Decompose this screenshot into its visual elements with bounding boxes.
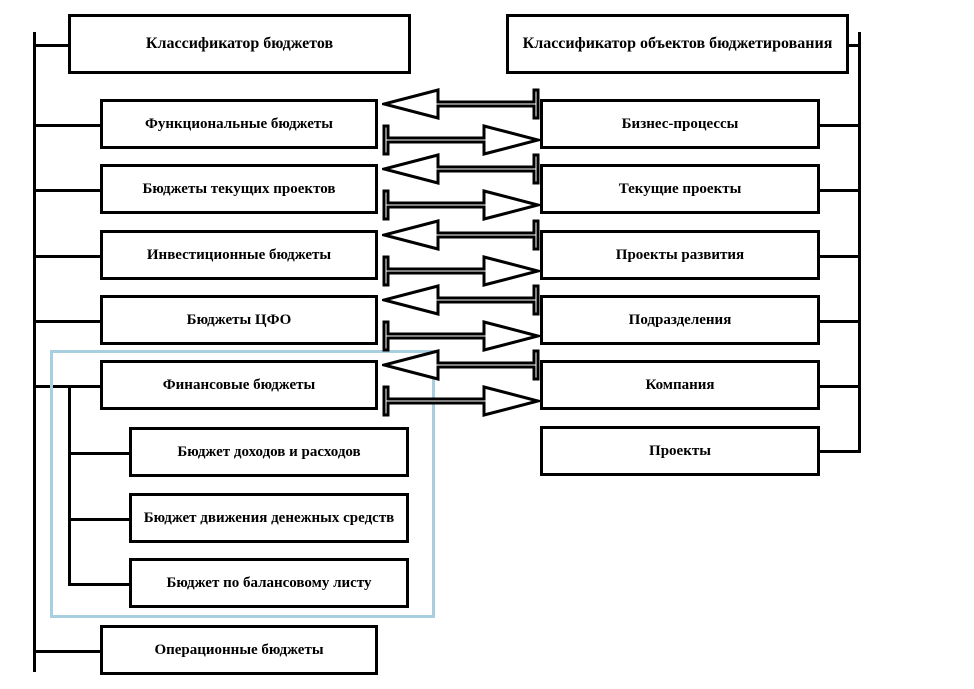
left-connector-2 xyxy=(33,189,103,192)
left-connector-3 xyxy=(33,255,103,258)
right-connector-4 xyxy=(820,320,861,323)
right-item-divisions: Подразделения xyxy=(540,295,820,345)
left-connector-title xyxy=(33,44,68,47)
double-arrow-row-1 xyxy=(382,88,540,160)
left-sub-item-balance-sheet-budget: Бюджет по балансовому листу xyxy=(129,558,409,608)
left-connector-4 xyxy=(33,320,103,323)
double-arrow-row-4 xyxy=(382,284,540,356)
right-item-business-processes: Бизнес-процессы xyxy=(540,99,820,149)
left-sub-item-income-expense-budget: Бюджет доходов и расходов xyxy=(129,427,409,477)
left-classifier-title: Классификатор бюджетов xyxy=(68,14,411,74)
left-sub-item-cash-flow-budget: Бюджет движения денежных средств xyxy=(129,493,409,543)
double-arrow-row-2 xyxy=(382,153,540,225)
left-item-functional-budgets: Функциональные бюджеты xyxy=(100,99,378,149)
left-item-cfo-budgets: Бюджеты ЦФО xyxy=(100,295,378,345)
right-spine xyxy=(858,32,861,452)
right-connector-title xyxy=(848,44,861,47)
right-connector-2 xyxy=(820,189,861,192)
right-connector-5 xyxy=(820,385,861,388)
right-classifier-title: Классификатор объектов бюджетирования xyxy=(506,14,849,74)
double-arrow-row-5 xyxy=(382,349,540,421)
double-arrow-row-3 xyxy=(382,219,540,291)
left-connector-6 xyxy=(33,650,103,653)
left-connector-1 xyxy=(33,124,103,127)
left-item-investment-budgets: Инвестиционные бюджеты xyxy=(100,230,378,280)
right-item-current-projects: Текущие проекты xyxy=(540,164,820,214)
left-item-financial-budgets: Финансовые бюджеты xyxy=(100,360,378,410)
right-item-projects: Проекты xyxy=(540,426,820,476)
left-spine xyxy=(33,32,36,672)
left-item-operational-budgets: Операционные бюджеты xyxy=(100,625,378,675)
right-connector-1 xyxy=(820,124,861,127)
right-connector-6 xyxy=(820,450,861,453)
right-item-development-projects: Проекты развития xyxy=(540,230,820,280)
left-item-current-project-budgets: Бюджеты текущих проектов xyxy=(100,164,378,214)
right-item-company: Компания xyxy=(540,360,820,410)
right-connector-3 xyxy=(820,255,861,258)
